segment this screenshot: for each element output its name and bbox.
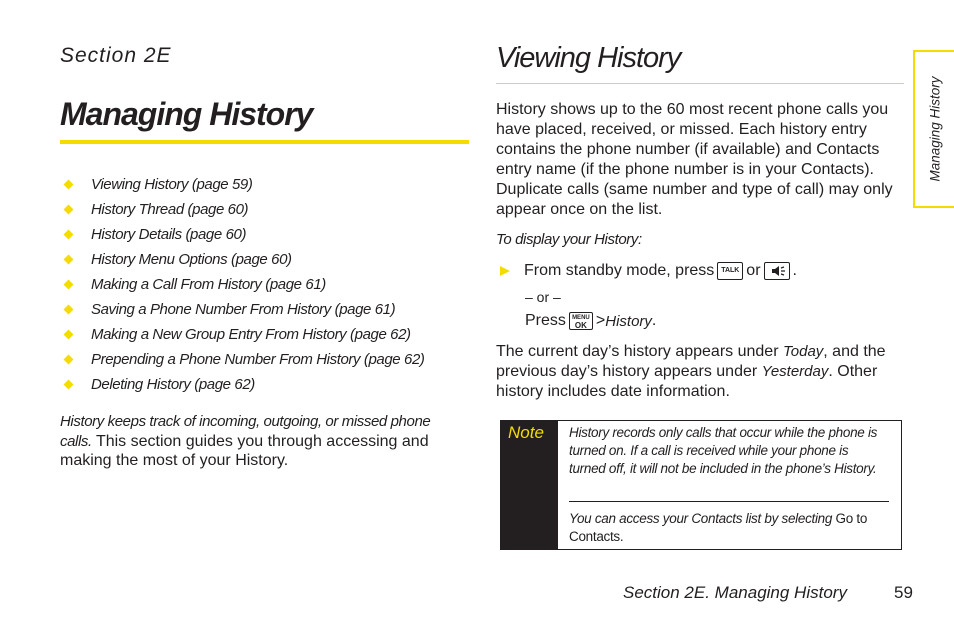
after-text-1: The current day’s history appears under <box>496 343 783 360</box>
toc-item[interactable] <box>62 272 424 297</box>
today-label: Today <box>782 343 824 360</box>
diamond-bullet-icon <box>64 280 74 290</box>
diamond-bullet-icon <box>64 230 74 240</box>
note-divider <box>569 501 889 502</box>
diamond-bullet-icon <box>64 330 74 340</box>
procedure-step-2 <box>525 312 656 330</box>
toc-item[interactable] <box>62 247 424 272</box>
diamond-bullet-icon <box>64 180 74 190</box>
step2-text: Press <box>525 312 566 329</box>
yesterday-label: Yesterday <box>761 363 829 380</box>
step1-text: From standby mode, press <box>524 262 715 279</box>
diamond-bullet-icon <box>64 255 74 265</box>
menu-path-history: History <box>605 312 652 330</box>
toc-item[interactable] <box>62 372 424 397</box>
title-underline <box>60 140 469 144</box>
talk-key-icon: TALK <box>717 262 743 280</box>
footer-section: Section 2E. Managing History <box>623 583 847 602</box>
diamond-bullet-icon <box>64 380 74 390</box>
toc-item[interactable] <box>62 322 424 347</box>
menu-key-label: MENU <box>572 315 590 321</box>
page-number: 59 <box>894 583 913 602</box>
note-tab <box>501 421 558 549</box>
page-title: Managing History <box>60 96 313 132</box>
toc-item-label: History Details (page 60) <box>91 226 247 243</box>
toc-item-label: Prepending a Phone Number From History (page 62) <box>91 351 425 368</box>
ok-key-label: OK <box>574 321 587 330</box>
intro-text: This section guides you through accessing and making the most of your History. <box>60 432 429 469</box>
note-label: Note <box>508 423 544 442</box>
side-tab-label: Managing History <box>927 76 942 182</box>
diamond-bullet-icon <box>64 355 74 365</box>
step2-end: . <box>651 312 657 329</box>
or-separator: – or – <box>525 289 561 305</box>
toc-item[interactable] <box>62 222 424 247</box>
toc-item[interactable] <box>62 172 424 197</box>
subsection-underline <box>496 83 904 84</box>
toc-item-label: Viewing History (page 59) <box>91 176 253 193</box>
diamond-bullet-icon <box>64 205 74 215</box>
subsection-body: History shows up to the 60 most recent phone calls you have placed, received, or missed. Each history entry contains the phone number (if available) and Contacts entry name (if the phone number is in your Contacts). Duplicate calls (same number and type of call) may only appear once on the list. <box>496 101 893 218</box>
toc-item-label: Saving a Phone Number From History (page 61) <box>91 301 396 318</box>
speaker-key-icon <box>764 262 790 280</box>
toc-item-label: Deleting History (page 62) <box>91 376 255 393</box>
toc-item-label: Making a Call From History (page 61) <box>91 276 326 293</box>
step1-end: . <box>792 262 797 279</box>
toc-item-label: History Thread (page 60) <box>91 201 249 218</box>
step1-or: or <box>746 262 761 279</box>
diamond-bullet-icon <box>64 305 74 315</box>
after-text-3: . Other history includes date information. <box>496 363 878 400</box>
procedure-step-1 <box>500 262 797 280</box>
go-to-contacts-label: Go to Contacts <box>569 511 868 544</box>
toc-item[interactable] <box>62 197 424 222</box>
procedure-title: To display your History: <box>496 231 642 248</box>
chapter-side-tab <box>913 50 954 208</box>
toc-item[interactable] <box>62 297 424 322</box>
triangle-bullet-icon <box>500 266 510 276</box>
note-text-2 <box>569 510 889 546</box>
section-contents-list <box>62 172 424 397</box>
menu-separator: > <box>595 312 606 329</box>
subsection-title: Viewing History <box>496 42 681 74</box>
toc-item-label: Making a New Group Entry From History (page 62) <box>91 326 411 343</box>
menu-ok-key-icon <box>569 312 593 330</box>
toc-item[interactable] <box>62 347 424 372</box>
section-label: Section 2E <box>60 44 172 67</box>
history-description <box>496 342 906 402</box>
toc-item-label: History Menu Options (page 60) <box>91 251 292 268</box>
note-text-1: History records only calls that occur while the phone is turned on. If a call is received while your phone is turned off, it will not be included in the phone’s History. <box>569 425 878 476</box>
note-text-2-lead: You can access your Contacts list by selecting <box>569 511 836 526</box>
after-text-2: , and the previous day’s history appears under <box>496 343 886 380</box>
intro-lead: History keeps track of incoming, outgoing, or missed phone calls. <box>60 413 431 450</box>
section-intro <box>60 412 460 471</box>
note-text-2-end: . <box>619 529 624 544</box>
note-box <box>500 420 902 550</box>
